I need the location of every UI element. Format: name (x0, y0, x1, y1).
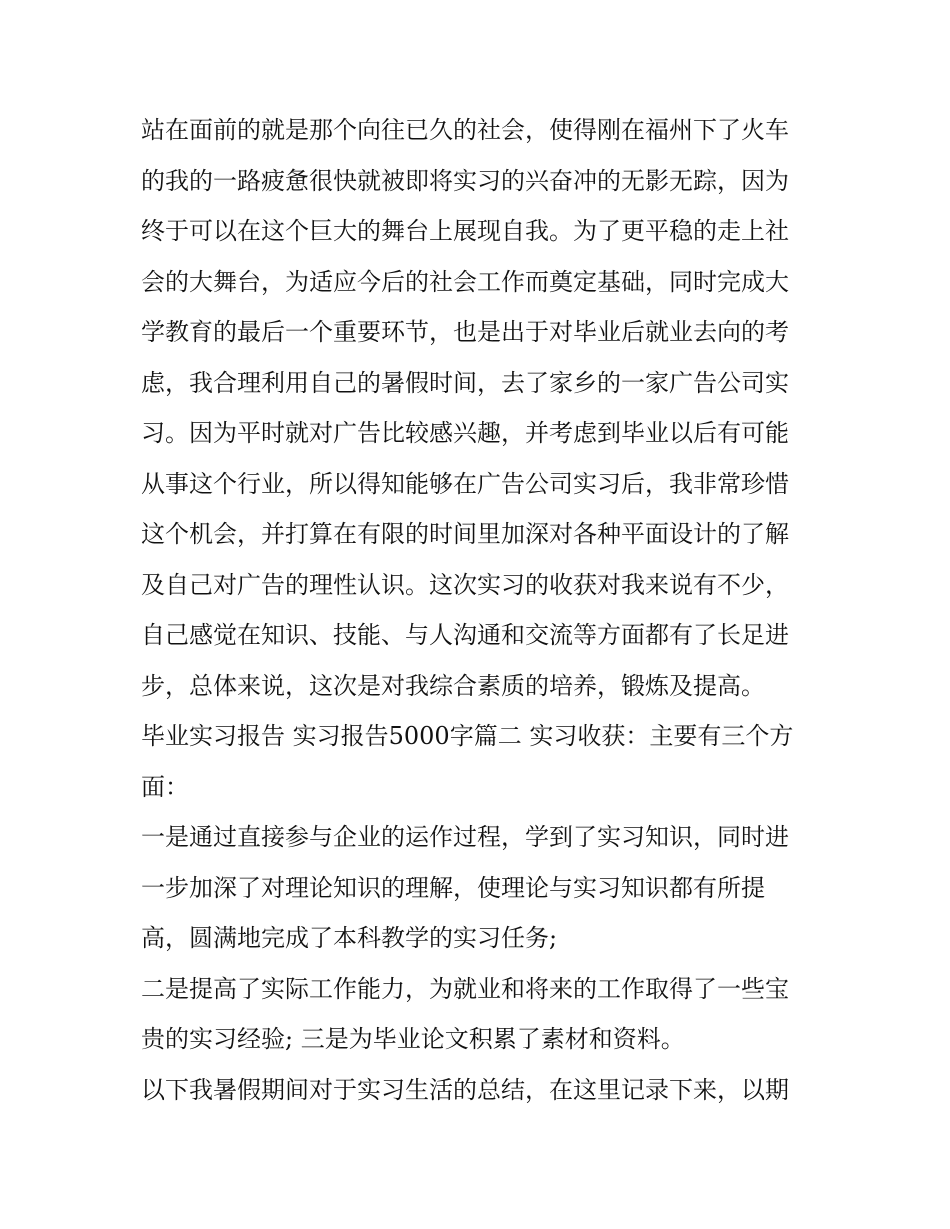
text-line: 学教育的最后一个重要环节，也是出于对毕业后就业去向的考 (141, 318, 789, 346)
text-line: 终于可以在这个巨大的舞台上展现自我。为了更平稳的走上社 (141, 217, 789, 245)
text-line: 及自己对广告的理性认识。这次实习的收获对我来说有不少， (141, 570, 789, 599)
text-line: 的我的一路疲惫很快就被即将实习的兴奋冲的无影无踪，因为 (141, 166, 789, 195)
text-line: 站在面前的就是那个向往已久的社会，使得刚在福州下了火车 (141, 116, 789, 144)
list-item-line: 二是提高了实际工作能力，为就业和将来的工作取得了一些宝 (141, 974, 789, 1003)
text-line: 从事这个行业，所以得知能够在广告公司实习后，我非常珍惜 (141, 469, 789, 498)
text-line: 面： (141, 772, 189, 801)
section-heading-line: 毕业实习报告 实习报告5000字篇二 实习收获：主要有三个方 (141, 722, 794, 750)
text-line: 习。因为平时就对广告比较感兴趣，并考虑到毕业以后有可能 (141, 419, 789, 447)
text-line: 高，圆满地完成了本科教学的实习任务; (141, 924, 558, 952)
text-line: 贵的实习经验; 三是为毕业论文积累了素材和资料。 (141, 1025, 685, 1053)
text-line: 会的大舞台，为适应今后的社会工作而奠定基础，同时完成大 (141, 267, 789, 296)
list-item-line: 一是通过直接参与企业的运作过程，学到了实习知识，同时进 (141, 823, 789, 851)
text-line: 这个机会，并打算在有限的时间里加深对各种平面设计的了解 (141, 520, 789, 548)
text-line: 自己感觉在知识、技能、与人沟通和交流等方面都有了长足进 (141, 621, 789, 649)
text-line: 虑，我合理利用自己的暑假时间，去了家乡的一家广告公司实 (141, 368, 789, 397)
text-line: 步，总体来说，这次是对我综合素质的培养，锻炼及提高。 (141, 671, 765, 700)
text-line: 一步加深了对理论知识的理解，使理论与实习知识都有所提 (141, 873, 765, 902)
text-line: 以下我暑假期间对于实习生活的总结，在这里记录下来，以期 (141, 1075, 789, 1104)
document-body-text (141, 105, 813, 1115)
